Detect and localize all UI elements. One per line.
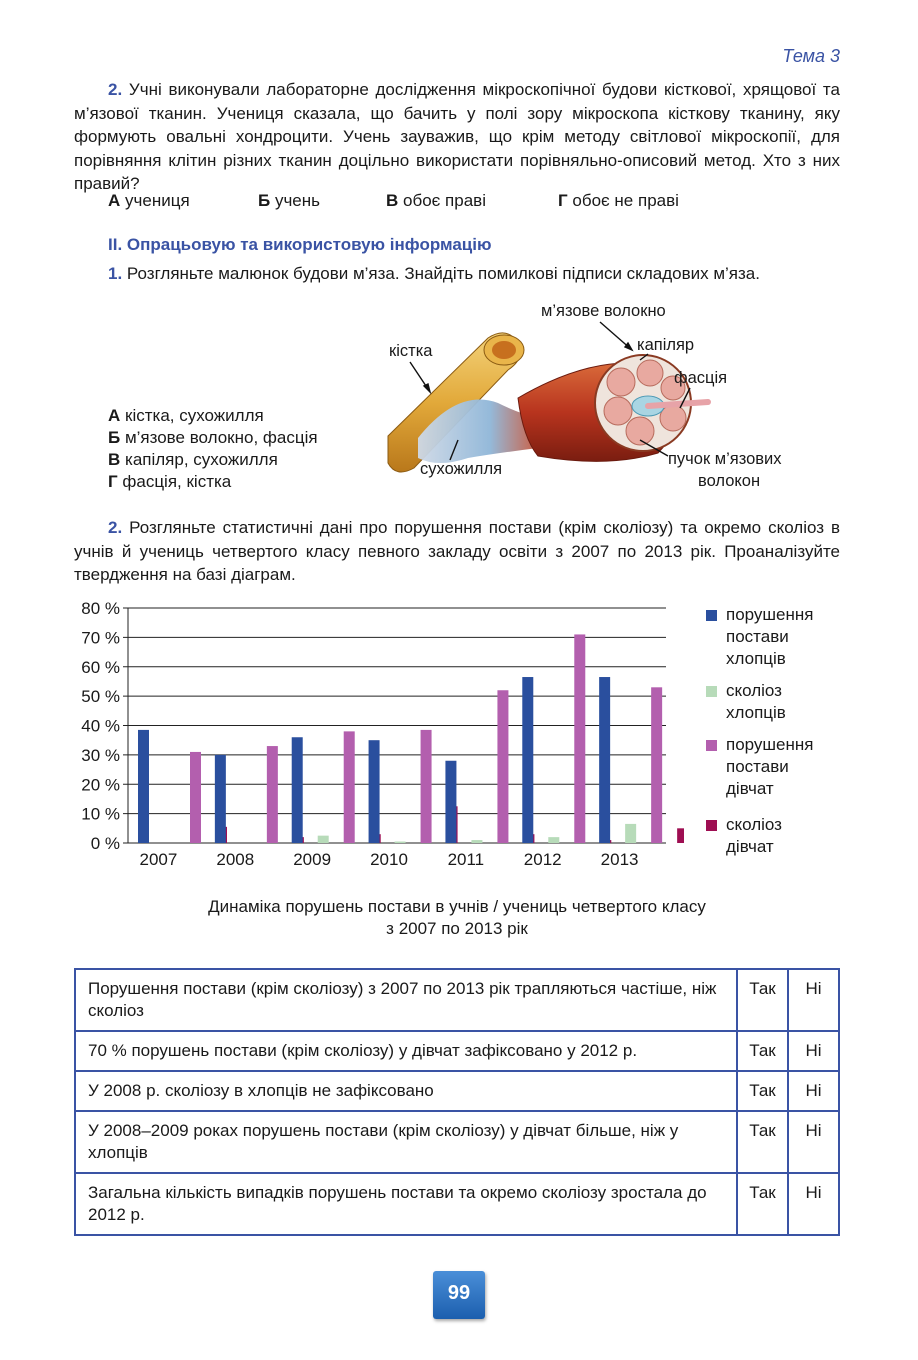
answer-no[interactable]: Ні [788, 1031, 839, 1071]
answer-no[interactable]: Ні [788, 1173, 839, 1235]
bar [522, 677, 533, 843]
legend-swatch [706, 740, 717, 751]
section-title: II. Опрацьовую та використовую інформацію [108, 235, 492, 254]
statement-row [75, 1071, 839, 1111]
legend-label [726, 604, 814, 670]
option-d[interactable]: Г обоє не праві [558, 191, 679, 210]
bar [421, 730, 432, 843]
statements-table [74, 968, 840, 1236]
task-2-number: 2. [108, 80, 123, 99]
chart-caption-line2: з 2007 по 2013 рік [386, 919, 528, 938]
option-c[interactable]: В обоє праві [386, 191, 486, 210]
bar [395, 842, 406, 843]
task-ii-2-question [74, 516, 840, 587]
x-tick-label: 2012 [523, 850, 562, 869]
option-a[interactable]: А учениця [108, 191, 190, 210]
x-tick-label: 2010 [370, 850, 408, 869]
label-bundle-line2: волокон [698, 472, 761, 490]
x-tick-label: 2009 [293, 850, 332, 869]
bar [625, 824, 636, 843]
chart-caption-line1: Динаміка порушень постави в учнів / учениць четвертого класу [208, 897, 706, 916]
page-number-badge: 99 [433, 1271, 485, 1319]
legend-label [726, 680, 786, 724]
answer-no[interactable]: Ні [788, 1071, 839, 1111]
y-tick-label: 40 % [81, 716, 120, 736]
legend-label-line: дівчат [726, 779, 774, 798]
topic-header: Тема 3 [782, 46, 840, 66]
y-tick-label: 80 % [81, 599, 120, 618]
bar [369, 740, 380, 843]
statement-row [75, 1173, 839, 1235]
chart-caption [74, 896, 840, 940]
bar [599, 677, 610, 843]
task-ii-2-text: Розгляньте статистичні дані про порушення постави (крім сколіозу) та окремо сколіоз в учнів й учениць четвертого класу певного закладу освіти з 2007 по 2013 рік. Проаналізуйте твердження на базі діаграм. [74, 518, 840, 584]
task-2-text: Учні виконували лабораторне дослідження мікроскопічної будови кісткової, хрящової та м’язової тканин. Учениця сказала, що бачить у полі зору мікроскопа кісткову тканину, яку формують овальні хондроцити. Учень зауважив, що крім методу світлової мікроскопії, для порівняння клітин різних тканин доцільно використати порівняльно-описовий метод. Хто з них правий? [74, 80, 840, 193]
answer-no[interactable]: Ні [788, 969, 839, 1031]
legend-label-line: порушення [726, 605, 814, 624]
x-tick-label: 2008 [216, 850, 255, 869]
label-bundle-line1: пучок м’язових [668, 450, 782, 468]
y-tick-label: 20 % [81, 775, 120, 795]
x-tick-label: 2013 [600, 850, 639, 869]
legend-swatch [706, 686, 717, 697]
legend-label-line: порушення [726, 735, 814, 754]
y-tick-label: 30 % [81, 745, 120, 765]
y-tick-label: 10 % [81, 804, 120, 824]
label-fascia: фасція [674, 369, 728, 387]
option-a[interactable]: А кістка, сухожилля [108, 406, 264, 425]
legend-label-line: постави [726, 757, 789, 776]
label-pointers [0, 0, 918, 500]
bar [138, 730, 149, 843]
label-capillary: капіляр [637, 336, 695, 354]
legend-label-line: сколіоз [726, 815, 782, 834]
label-tendon: сухожилля [420, 460, 503, 478]
statement-text: 70 % порушень постави (крім сколіозу) у дівчат зафіксовано у 2012 р. [75, 1031, 737, 1071]
bar [215, 755, 226, 843]
statement-text: У 2008–2009 роках порушень постави (крім сколіозу) у дівчат більше, ніж у хлопців [75, 1111, 737, 1173]
answer-yes[interactable]: Так [737, 969, 788, 1031]
legend-label-line: хлопців [726, 703, 786, 722]
answer-yes[interactable]: Так [737, 1173, 788, 1235]
statement-text: Порушення постави (крім сколіозу) з 2007 по 2013 рік трапляються частіше, ніж сколіоз [75, 969, 737, 1031]
legend-label [726, 734, 814, 800]
statement-text: Загальна кількість випадків порушень постави та окремо сколіозу зростала до 2012 р. [75, 1173, 737, 1235]
answer-yes[interactable]: Так [737, 1031, 788, 1071]
statement-text: У 2008 р. сколіозу в хлопців не зафіксовано [75, 1071, 737, 1111]
legend-label-line: сколіоз [726, 681, 782, 700]
y-tick-label: 60 % [81, 657, 120, 677]
option-c[interactable]: В капіляр, сухожилля [108, 450, 278, 469]
bar-chart [74, 596, 684, 878]
x-tick-label: 2007 [139, 850, 178, 869]
legend-label-line: постави [726, 627, 789, 646]
answer-yes[interactable]: Так [737, 1111, 788, 1173]
statement-row [75, 1111, 839, 1173]
legend-swatch [706, 610, 717, 621]
bar [548, 837, 559, 843]
task-ii-2-number: 2. [108, 518, 123, 537]
answer-yes[interactable]: Так [737, 1071, 788, 1111]
legend-label-line: дівчат [726, 837, 774, 856]
x-tick-label: 2011 [447, 850, 485, 869]
bar [497, 690, 508, 843]
bar [292, 737, 303, 843]
legend-label-line: хлопців [726, 649, 786, 668]
task-ii-1-number: 1. [108, 264, 123, 283]
bar [318, 836, 329, 843]
statement-row [75, 969, 839, 1031]
answer-no[interactable]: Ні [788, 1111, 839, 1173]
y-tick-label: 0 % [90, 834, 120, 853]
statement-row [75, 1031, 839, 1071]
chart-legend [700, 604, 900, 864]
y-tick-label: 50 % [81, 687, 120, 707]
legend-swatch [706, 820, 717, 831]
legend-label [726, 814, 782, 858]
option-b[interactable]: Б м’язове волокно, фасція [108, 428, 318, 447]
bar [344, 731, 355, 843]
bar [651, 687, 662, 843]
label-muscle-fiber: м’язове волокно [541, 302, 666, 320]
y-tick-label: 70 % [81, 628, 120, 648]
bar [471, 840, 482, 843]
option-d[interactable]: Г фасція, кістка [108, 472, 232, 491]
bar [190, 752, 201, 843]
option-b[interactable]: Б учень [258, 191, 321, 210]
bar [574, 634, 585, 843]
label-bone: кістка [389, 342, 433, 360]
bar [267, 746, 278, 843]
bar [677, 828, 684, 843]
task-ii-1-text: Розгляньте малюнок будови м’яза. Знайдіть помилкові підписи складових м’яза. [126, 264, 760, 283]
bar [445, 761, 456, 843]
